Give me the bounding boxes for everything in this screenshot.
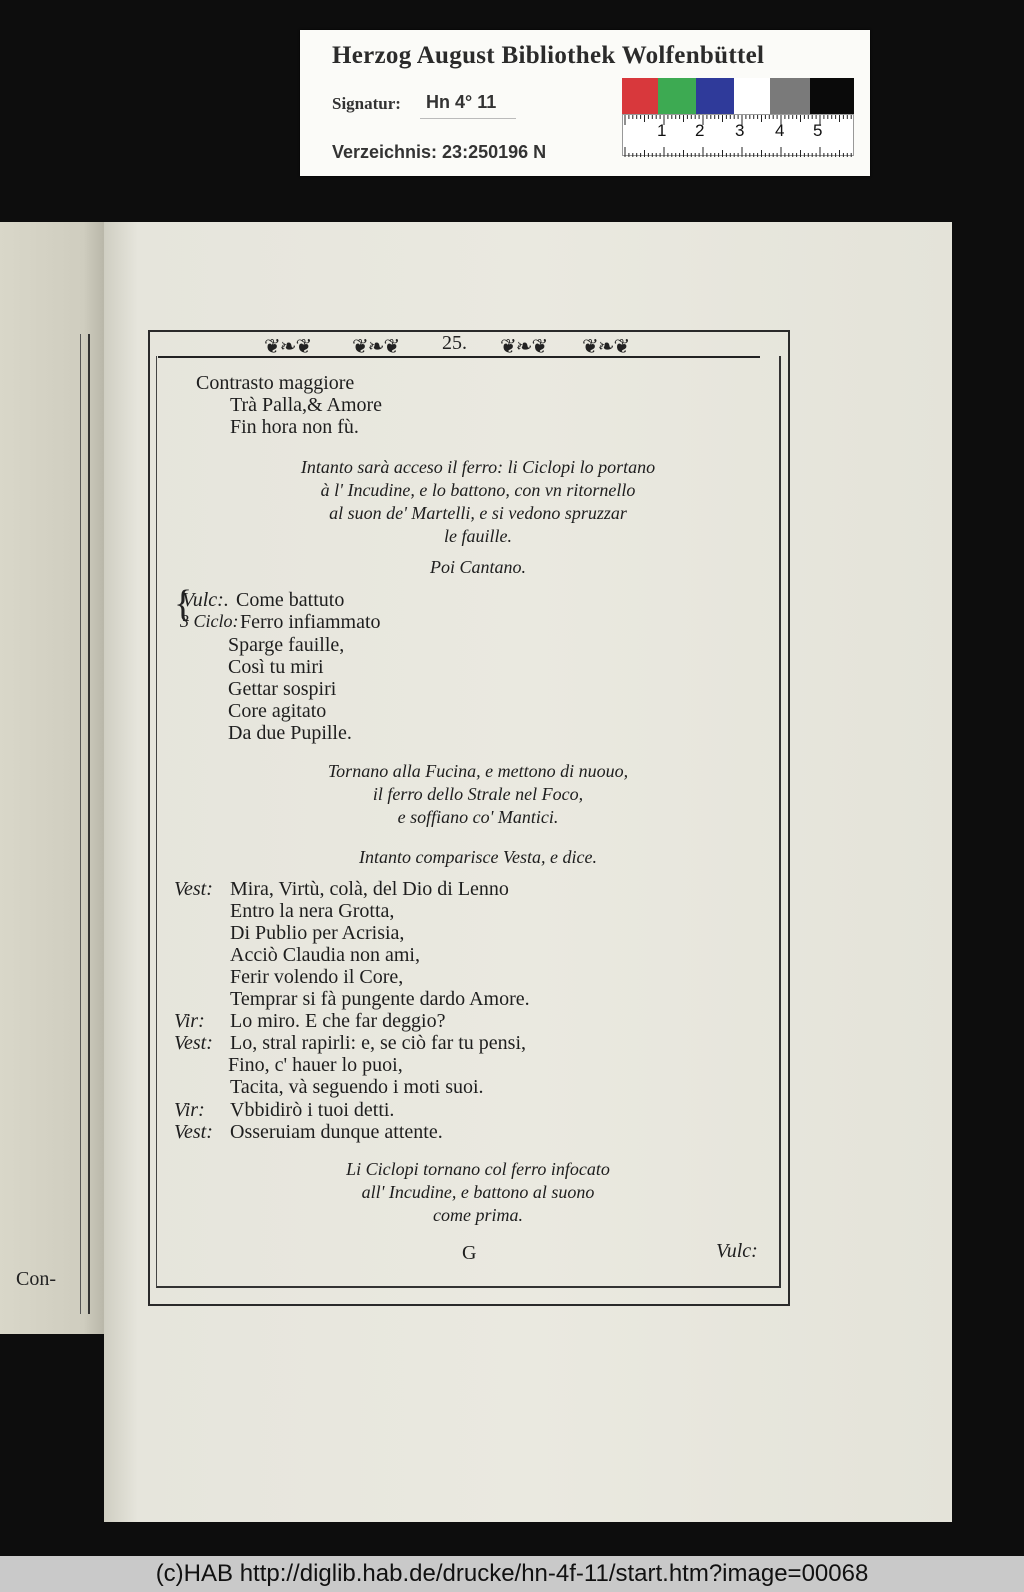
ornament-fleuron-icon: ❦❧❦: [500, 336, 548, 358]
ornament-fleuron-icon: ❦❧❦: [582, 336, 630, 358]
verse-line: Contrasto maggiore: [196, 372, 355, 394]
stage-direction-line: Poi Cantano.: [429, 557, 526, 577]
stage-direction-line: le fauille.: [444, 526, 512, 546]
dialogue-line: Di Publio per Acrisia,: [230, 922, 405, 944]
ruler-number: 4: [775, 121, 785, 140]
swatch-gray: [770, 78, 810, 114]
left-page-catchword: Con-: [16, 1268, 56, 1290]
stage-direction-line: il ferro dello Strale nel Foco,: [372, 784, 584, 804]
stage-direction-line: e soffiano co' Mantici.: [397, 807, 559, 827]
left-facing-page: [0, 222, 104, 1334]
stage-direction-line: Tornano alla Fucina, e mettono di nuouo,: [327, 761, 629, 781]
verse-line: Gettar sospiri: [228, 678, 337, 700]
left-page-frame-inner: [0, 334, 81, 1314]
dialogue-line: Tacita, và seguendo i moti suoi.: [230, 1076, 484, 1098]
verse-line: Core agitato: [228, 700, 327, 722]
dialogue-line: Temprar si fà pungente dardo Amore.: [230, 988, 530, 1010]
speaker-name: Vir:: [174, 1010, 205, 1032]
dialogue-line: Ferir volendo il Core,: [230, 966, 404, 988]
dialogue-line: Lo, stral rapirli: e, se ciò far tu pensi,: [230, 1032, 527, 1054]
signatur-label: Signatur:: [332, 94, 401, 113]
verse-line: Fin hora non fù.: [230, 416, 359, 438]
stage-direction-line: all' Incudine, e battono al suono: [361, 1182, 595, 1202]
signatur-underline: [420, 118, 516, 119]
verse-line: Trà Palla,& Amore: [230, 394, 383, 416]
swatch-green: [658, 78, 696, 114]
swatch-red: [622, 78, 658, 114]
verse-line: Come battuto: [236, 589, 345, 611]
signatur-value: Hn 4° 11: [426, 92, 497, 112]
ruler-number: 2: [695, 121, 705, 140]
speaker-name: Vir:: [174, 1099, 205, 1121]
stage-direction-line: Intanto comparisce Vesta, e dice.: [359, 847, 597, 867]
dialogue-line: Fino, c' hauer lo puoi,: [228, 1054, 403, 1076]
speaker-name: Vest:: [174, 1121, 213, 1143]
verzeichnis-text: Verzeichnis: 23:250196 N: [332, 142, 547, 162]
ornament-fleuron-icon: ❦❧❦: [264, 336, 312, 358]
book-page: [104, 222, 952, 1522]
dialogue-line: Osseruiam dunque attente.: [230, 1121, 443, 1143]
swatch-blue: [696, 78, 734, 114]
speaker-name: 3 Ciclo:: [180, 611, 239, 631]
dialogue-line: Acciò Claudia non ami,: [230, 944, 420, 966]
stage-direction-line: come prima.: [433, 1205, 523, 1225]
library-name: Herzog August Bibliothek Wolfenbüttel: [332, 42, 765, 69]
scale-ruler: [622, 114, 854, 156]
ruler-number: 3: [735, 121, 745, 140]
swatch-black: [810, 78, 854, 114]
copyright-footer: (c)HAB http://diglib.hab.de/drucke/hn-4f-11/start.htm?image=00068: [0, 1556, 1024, 1592]
ornament-fleuron-icon: ❦❧❦: [352, 336, 400, 358]
dialogue-line: Lo miro. E che far deggio?: [230, 1010, 446, 1032]
stage-direction-line: Li Ciclopi tornano col ferro infocato: [346, 1159, 610, 1179]
speaker-name: Vest:: [174, 1032, 213, 1054]
ruler-number: 5: [813, 121, 823, 140]
dialogue-line: Vbbidirò i tuoi detti.: [230, 1099, 395, 1121]
dialogue-line: Mira, Virtù, colà, del Dio di Lenno: [230, 878, 509, 900]
verse-line: Sparge fauille,: [228, 634, 345, 656]
dialogue-line: Entro la nera Grotta,: [230, 900, 395, 922]
signature-mark: G: [462, 1242, 477, 1264]
swatch-white: [734, 78, 770, 114]
speaker-name: Vest:: [174, 878, 213, 900]
catchword: Vulc:: [716, 1240, 758, 1262]
stage-direction-line: à l' Incudine, e lo battono, con vn ritornello: [320, 480, 636, 500]
speaker-name: Vulc:.: [182, 589, 229, 611]
verse-line: Da due Pupille.: [228, 722, 352, 744]
stage-direction-line: Intanto sarà acceso il ferro: li Ciclopi lo portano: [300, 457, 656, 477]
page-number: 25.: [442, 332, 467, 354]
ruler-number: 1: [657, 121, 667, 140]
verse-line: Ferro infiammato: [240, 611, 381, 633]
stage-direction-line: al suon de' Martelli, e si vedono spruzzar: [329, 503, 627, 523]
header-rule: [158, 356, 760, 358]
verse-line: Così tu miri: [228, 656, 324, 678]
speaker-bracket: {: [174, 583, 193, 625]
library-label-card: [300, 30, 870, 176]
color-calibration-swatches: [622, 78, 854, 114]
